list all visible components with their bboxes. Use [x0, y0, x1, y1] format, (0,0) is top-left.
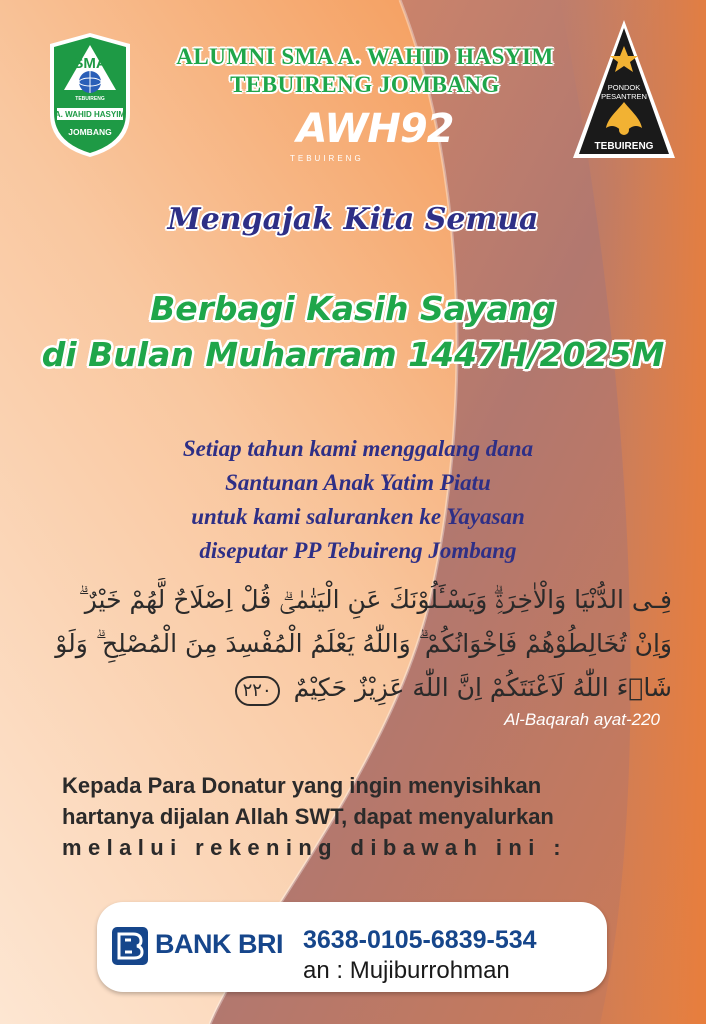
sma-logo-top-text: SMA — [73, 55, 107, 72]
donor-line: melalui rekening dibawah ini : — [62, 835, 567, 860]
headline-line-1: Berbagi Kasih Sayang — [150, 289, 556, 328]
bank-account-card — [97, 902, 607, 992]
bri-logo-icon — [111, 926, 149, 966]
bank-name: BANK BRI — [155, 929, 283, 959]
ayah-reference: Al-Baqarah ayat-220 — [504, 710, 660, 729]
sma-school-logo — [44, 30, 136, 160]
invite-text: Mengajak Kita Semua — [167, 202, 539, 237]
account-number: 3638-0105-6839-534 — [303, 926, 537, 954]
verse-line: شَاۤءَ اللّٰهُ لَاَعْنَتَكُمْ اِنَّ اللّٰهَ عَزِيْزٌ حَكِيْمٌ — [293, 673, 672, 702]
account-holder: an : Mujiburrohman — [303, 957, 510, 984]
quran-verse — [36, 578, 672, 710]
body-line: Setiap tahun kami menggalang dana — [182, 436, 534, 461]
headline-line-2: di Bulan Muharram 1447H/2025M — [41, 335, 665, 374]
pesantren-logo-line2: PESANTREN — [601, 92, 647, 101]
body-line: Santunan Anak Yatim Piatu — [225, 470, 491, 495]
body-line: diseputar PP Tebuireng Jombang — [199, 538, 517, 563]
ayah-number-marker: ٢٢٠ — [235, 676, 280, 706]
body-text — [60, 432, 656, 568]
sma-logo-bottom-text: JOMBANG — [68, 127, 112, 137]
donor-line: hartanya dijalan Allah SWT, dapat menyalurkan — [62, 804, 554, 829]
pesantren-logo — [570, 18, 678, 163]
awh92-logo-sub: TEBUIRENG — [290, 154, 364, 163]
verse-line: فِـى الدُّنْيَا وَالْاٰخِرَةِۗ وَيَسْـَٔلُوْنَكَ عَنِ الْيَتٰمٰىۗ قُلْ اِصْلَاحٌ لَّهُمْ خَيْرٌ ۗ — [78, 585, 672, 614]
pesantren-logo-bottom: TEBUIRENG — [594, 141, 654, 152]
verse-last-line — [36, 666, 672, 710]
header-title — [140, 44, 590, 98]
headline — [20, 286, 686, 378]
pesantren-logo-line1: PONDOK — [607, 83, 641, 92]
sma-logo-band-text: A. WAHID HASYIM — [54, 110, 126, 119]
awh92-logo — [290, 106, 460, 166]
body-line: untuk kami saluranken ke Yayasan — [191, 504, 525, 529]
donor-text — [62, 770, 652, 863]
header-line-2: TEBUIRENG JOMBANG — [230, 72, 500, 97]
donor-line: Kepada Para Donatur yang ingin menyisihkan — [62, 773, 542, 798]
sma-logo-small-text: TEBUIRENG — [75, 96, 105, 102]
verse-line: وَاِنْ تُخَالِطُوْهُمْ فَاِخْوَانُكُمْ ۗ وَاللّٰهُ يَعْلَمُ الْمُفْسِدَ مِنَ الْمُصْلِحِ ۗ وَلَوْ — [55, 629, 672, 658]
awh92-logo-main: AWH92 — [296, 106, 454, 152]
header-line-1: ALUMNI SMA A. WAHID HASYIM — [176, 44, 554, 69]
